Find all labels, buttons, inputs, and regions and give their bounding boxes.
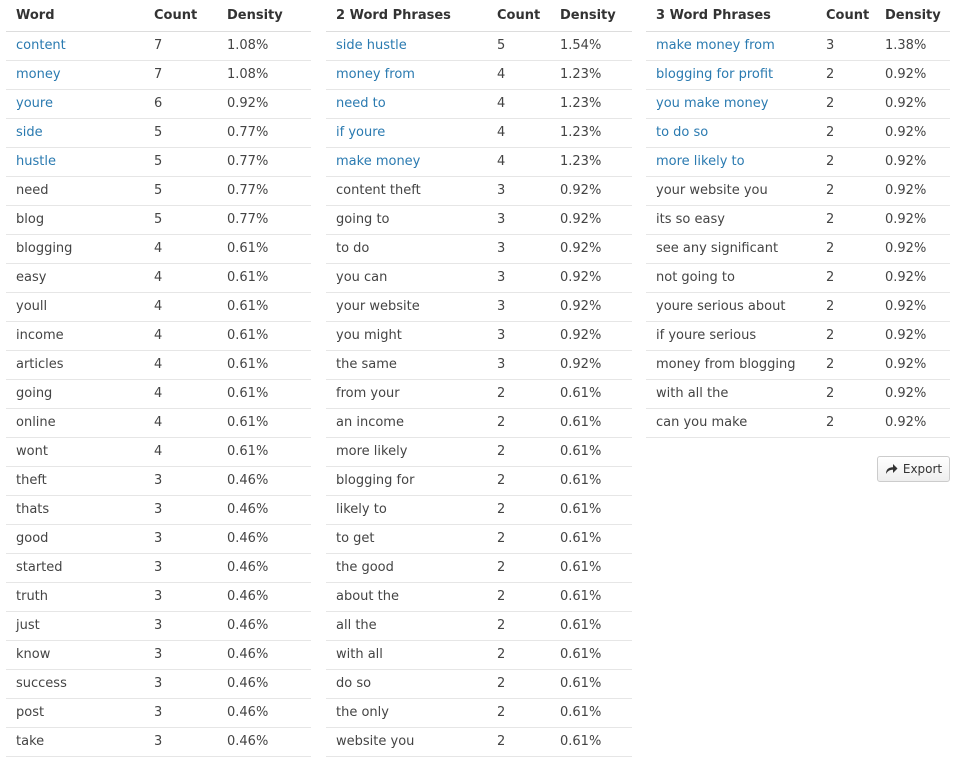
term-cell: its so easy <box>646 205 816 234</box>
table-row <box>6 118 311 147</box>
term-cell: the good <box>326 553 487 582</box>
table-row <box>326 89 632 118</box>
term-cell: theft <box>6 466 144 495</box>
term-cell: truth <box>6 582 144 611</box>
term-cell: take <box>6 727 144 756</box>
table-row <box>6 379 311 408</box>
count-cell: 2 <box>487 640 550 669</box>
density-cell: 1.08% <box>217 60 311 89</box>
term-cell: youre serious about <box>646 292 816 321</box>
table-row <box>326 640 632 669</box>
density-cell: 0.61% <box>217 292 311 321</box>
count-cell: 4 <box>144 234 217 263</box>
table-row <box>6 727 311 756</box>
term-cell: youll <box>6 292 144 321</box>
term-cell: started <box>6 553 144 582</box>
count-cell: 2 <box>816 147 875 176</box>
count-cell: 2 <box>487 669 550 698</box>
density-cell: 0.46% <box>217 466 311 495</box>
table-row <box>646 31 950 60</box>
density-cell: 0.92% <box>875 205 950 234</box>
table-row <box>6 466 311 495</box>
density-cell: 0.92% <box>875 176 950 205</box>
density-cell: 0.92% <box>875 263 950 292</box>
term-cell: likely to <box>326 495 487 524</box>
term-cell: about the <box>326 582 487 611</box>
term-cell: articles <box>6 350 144 379</box>
count-cell: 4 <box>487 89 550 118</box>
table-row <box>6 553 311 582</box>
density-cell: 0.92% <box>875 379 950 408</box>
term-cell: from your <box>326 379 487 408</box>
table-row <box>646 118 950 147</box>
word-table-container <box>6 0 311 757</box>
table-row <box>326 379 632 408</box>
density-cell: 0.46% <box>217 669 311 698</box>
count-cell: 2 <box>816 350 875 379</box>
table-row <box>6 205 311 234</box>
table-row <box>326 669 632 698</box>
density-cell: 0.46% <box>217 524 311 553</box>
count-cell: 3 <box>487 350 550 379</box>
density-cell: 0.61% <box>550 524 632 553</box>
term-cell: blog <box>6 205 144 234</box>
density-cell: 0.61% <box>217 408 311 437</box>
two-word-phrases-table <box>326 0 632 757</box>
count-cell: 3 <box>144 582 217 611</box>
table-row <box>6 524 311 553</box>
table-row <box>646 89 950 118</box>
term-cell: income <box>6 321 144 350</box>
density-cell: 0.92% <box>875 408 950 437</box>
count-cell: 3 <box>144 524 217 553</box>
term-cell: not going to <box>646 263 816 292</box>
term-link[interactable]: if youre <box>326 118 487 147</box>
term-link[interactable]: youre <box>6 89 144 118</box>
density-cell: 0.61% <box>550 727 632 756</box>
term-cell: blogging <box>6 234 144 263</box>
term-cell: need <box>6 176 144 205</box>
table-row <box>326 611 632 640</box>
table-row <box>326 31 632 60</box>
count-cell: 2 <box>816 408 875 437</box>
density-cell: 0.46% <box>217 582 311 611</box>
table-row <box>646 263 950 292</box>
term-link[interactable]: to do so <box>646 118 816 147</box>
term-cell: wont <box>6 437 144 466</box>
count-cell: 3 <box>144 669 217 698</box>
table-row <box>326 727 632 756</box>
table-header-row <box>326 0 632 31</box>
term-link[interactable]: make money from <box>646 31 816 60</box>
term-link[interactable]: need to <box>326 89 487 118</box>
table-row <box>646 147 950 176</box>
table-header-row <box>6 0 311 31</box>
table-row <box>646 205 950 234</box>
count-cell: 4 <box>487 147 550 176</box>
count-cell: 2 <box>816 263 875 292</box>
term-cell: thats <box>6 495 144 524</box>
term-cell: the only <box>326 698 487 727</box>
word-table <box>6 0 311 757</box>
table-row <box>6 408 311 437</box>
count-cell: 2 <box>487 408 550 437</box>
term-link[interactable]: side hustle <box>326 31 487 60</box>
density-cell: 0.46% <box>217 611 311 640</box>
density-cell: 0.92% <box>875 321 950 350</box>
count-cell: 2 <box>487 698 550 727</box>
table-row <box>326 582 632 611</box>
table-row <box>326 118 632 147</box>
count-column-header: Count <box>816 0 875 31</box>
term-cell: an income <box>326 408 487 437</box>
count-cell: 4 <box>487 60 550 89</box>
term-cell: easy <box>6 263 144 292</box>
count-cell: 2 <box>487 611 550 640</box>
table-row <box>6 350 311 379</box>
count-cell: 2 <box>816 292 875 321</box>
density-cell: 0.61% <box>550 437 632 466</box>
density-column-header: Density <box>875 0 950 31</box>
count-cell: 3 <box>487 205 550 234</box>
term-cell: blogging for <box>326 466 487 495</box>
share-arrow-icon <box>885 463 898 475</box>
table-row <box>326 321 632 350</box>
term-cell: money from blogging <box>646 350 816 379</box>
term-link[interactable]: content <box>6 31 144 60</box>
density-cell: 0.92% <box>875 147 950 176</box>
count-cell: 2 <box>487 379 550 408</box>
table-row <box>646 408 950 437</box>
term-column-header: Word <box>6 0 144 31</box>
table-row <box>6 292 311 321</box>
count-cell: 3 <box>144 698 217 727</box>
count-cell: 3 <box>144 640 217 669</box>
term-link[interactable]: hustle <box>6 147 144 176</box>
term-cell: your website <box>326 292 487 321</box>
three-word-phrases-table <box>646 0 950 438</box>
density-cell: 0.61% <box>550 379 632 408</box>
table-row <box>326 698 632 727</box>
density-cell: 0.61% <box>550 640 632 669</box>
table-row <box>6 669 311 698</box>
export-button[interactable] <box>877 456 950 482</box>
term-column-header: 3 Word Phrases <box>646 0 816 31</box>
count-cell: 4 <box>144 321 217 350</box>
density-cell: 0.92% <box>875 292 950 321</box>
export-label: Export <box>902 462 943 476</box>
count-cell: 3 <box>144 611 217 640</box>
two-word-phrases-table-container <box>326 0 632 757</box>
density-cell: 0.92% <box>217 89 311 118</box>
density-cell: 0.61% <box>550 495 632 524</box>
count-cell: 2 <box>487 466 550 495</box>
count-cell: 3 <box>487 176 550 205</box>
term-cell: post <box>6 698 144 727</box>
three-word-phrases-table-container <box>646 0 950 438</box>
term-cell: with all <box>326 640 487 669</box>
count-cell: 2 <box>816 205 875 234</box>
count-cell: 5 <box>144 118 217 147</box>
density-cell: 0.92% <box>550 350 632 379</box>
count-cell: 3 <box>144 466 217 495</box>
term-cell: more likely <box>326 437 487 466</box>
term-cell: know <box>6 640 144 669</box>
term-cell: going to <box>326 205 487 234</box>
density-cell: 1.54% <box>550 31 632 60</box>
table-row <box>326 60 632 89</box>
table-row <box>646 379 950 408</box>
density-cell: 0.61% <box>217 437 311 466</box>
table-row <box>326 408 632 437</box>
density-cell: 1.38% <box>875 31 950 60</box>
density-cell: 0.61% <box>217 350 311 379</box>
count-cell: 3 <box>144 727 217 756</box>
table-row <box>6 89 311 118</box>
table-row <box>646 176 950 205</box>
density-cell: 0.61% <box>550 669 632 698</box>
table-row <box>6 698 311 727</box>
term-cell: content theft <box>326 176 487 205</box>
count-cell: 4 <box>144 350 217 379</box>
density-cell: 0.92% <box>550 321 632 350</box>
density-column-header: Density <box>217 0 311 31</box>
count-cell: 7 <box>144 31 217 60</box>
count-cell: 2 <box>487 727 550 756</box>
density-cell: 0.77% <box>217 147 311 176</box>
density-cell: 0.61% <box>217 234 311 263</box>
count-cell: 2 <box>487 524 550 553</box>
density-cell: 0.61% <box>550 698 632 727</box>
density-cell: 0.61% <box>550 611 632 640</box>
count-cell: 2 <box>816 89 875 118</box>
density-cell: 0.46% <box>217 698 311 727</box>
table-row <box>326 234 632 263</box>
table-row <box>6 582 311 611</box>
density-cell: 0.61% <box>550 553 632 582</box>
count-cell: 2 <box>816 234 875 263</box>
table-row <box>6 495 311 524</box>
table-row <box>326 350 632 379</box>
term-cell: if youre serious <box>646 321 816 350</box>
term-cell: just <box>6 611 144 640</box>
count-cell: 2 <box>816 176 875 205</box>
count-cell: 2 <box>487 582 550 611</box>
table-row <box>326 205 632 234</box>
table-row <box>6 60 311 89</box>
count-cell: 4 <box>144 263 217 292</box>
count-cell: 5 <box>144 147 217 176</box>
table-row <box>326 495 632 524</box>
density-cell: 0.92% <box>875 234 950 263</box>
count-cell: 3 <box>144 553 217 582</box>
count-cell: 6 <box>144 89 217 118</box>
term-link[interactable]: side <box>6 118 144 147</box>
density-cell: 0.61% <box>550 466 632 495</box>
table-row <box>646 292 950 321</box>
table-row <box>326 466 632 495</box>
table-row <box>646 60 950 89</box>
table-row <box>6 640 311 669</box>
count-cell: 2 <box>487 553 550 582</box>
density-cell: 0.92% <box>550 176 632 205</box>
density-cell: 0.92% <box>875 118 950 147</box>
count-cell: 4 <box>144 292 217 321</box>
table-row <box>6 147 311 176</box>
table-row <box>646 321 950 350</box>
count-column-header: Count <box>144 0 217 31</box>
density-cell: 1.23% <box>550 147 632 176</box>
density-cell: 0.92% <box>550 263 632 292</box>
count-cell: 3 <box>144 495 217 524</box>
table-row <box>6 31 311 60</box>
term-cell: to get <box>326 524 487 553</box>
density-cell: 0.92% <box>550 234 632 263</box>
density-cell: 0.77% <box>217 205 311 234</box>
count-cell: 2 <box>816 321 875 350</box>
term-link[interactable]: make money <box>326 147 487 176</box>
term-cell: with all the <box>646 379 816 408</box>
term-cell: online <box>6 408 144 437</box>
table-row <box>646 234 950 263</box>
count-cell: 3 <box>487 234 550 263</box>
term-link[interactable]: blogging for profit <box>646 60 816 89</box>
density-cell: 1.23% <box>550 60 632 89</box>
table-header-row <box>646 0 950 31</box>
term-cell: you can <box>326 263 487 292</box>
count-cell: 3 <box>487 321 550 350</box>
density-cell: 0.46% <box>217 727 311 756</box>
count-cell: 4 <box>487 118 550 147</box>
density-cell: 0.61% <box>550 408 632 437</box>
count-cell: 3 <box>487 263 550 292</box>
density-cell: 0.92% <box>550 292 632 321</box>
table-row <box>326 553 632 582</box>
density-cell: 1.08% <box>217 31 311 60</box>
density-cell: 0.46% <box>217 553 311 582</box>
table-row <box>326 176 632 205</box>
term-cell: good <box>6 524 144 553</box>
count-cell: 5 <box>487 31 550 60</box>
term-cell: success <box>6 669 144 698</box>
table-row <box>326 263 632 292</box>
term-cell: website you <box>326 727 487 756</box>
count-cell: 4 <box>144 408 217 437</box>
density-cell: 0.92% <box>875 350 950 379</box>
density-cell: 0.61% <box>217 263 311 292</box>
table-row <box>326 437 632 466</box>
table-row <box>6 176 311 205</box>
density-cell: 0.61% <box>217 321 311 350</box>
density-cell: 0.61% <box>217 379 311 408</box>
table-row <box>326 147 632 176</box>
density-cell: 0.92% <box>875 60 950 89</box>
term-cell: can you make <box>646 408 816 437</box>
count-cell: 3 <box>487 292 550 321</box>
term-link[interactable]: money <box>6 60 144 89</box>
term-cell: all the <box>326 611 487 640</box>
density-cell: 0.77% <box>217 176 311 205</box>
count-cell: 2 <box>487 437 550 466</box>
term-link[interactable]: money from <box>326 60 487 89</box>
table-row <box>6 234 311 263</box>
density-cell: 0.61% <box>550 582 632 611</box>
density-cell: 0.46% <box>217 640 311 669</box>
table-row <box>646 350 950 379</box>
count-cell: 4 <box>144 437 217 466</box>
term-column-header: 2 Word Phrases <box>326 0 487 31</box>
term-cell: going <box>6 379 144 408</box>
count-cell: 2 <box>487 495 550 524</box>
density-cell: 1.23% <box>550 89 632 118</box>
term-cell: the same <box>326 350 487 379</box>
count-cell: 3 <box>816 31 875 60</box>
term-cell: you might <box>326 321 487 350</box>
count-cell: 2 <box>816 60 875 89</box>
density-cell: 1.23% <box>550 118 632 147</box>
density-cell: 0.46% <box>217 495 311 524</box>
density-cell: 0.92% <box>550 205 632 234</box>
table-row <box>6 321 311 350</box>
count-cell: 7 <box>144 60 217 89</box>
term-cell: to do <box>326 234 487 263</box>
table-row <box>326 292 632 321</box>
count-cell: 5 <box>144 176 217 205</box>
term-link[interactable]: you make money <box>646 89 816 118</box>
table-row <box>326 524 632 553</box>
count-column-header: Count <box>487 0 550 31</box>
count-cell: 4 <box>144 379 217 408</box>
density-cell: 0.77% <box>217 118 311 147</box>
term-cell: see any significant <box>646 234 816 263</box>
density-cell: 0.92% <box>875 89 950 118</box>
table-row <box>6 263 311 292</box>
term-cell: do so <box>326 669 487 698</box>
table-row <box>6 437 311 466</box>
count-cell: 2 <box>816 379 875 408</box>
count-cell: 5 <box>144 205 217 234</box>
term-cell: your website you <box>646 176 816 205</box>
table-row <box>6 611 311 640</box>
count-cell: 2 <box>816 118 875 147</box>
term-link[interactable]: more likely to <box>646 147 816 176</box>
density-column-header: Density <box>550 0 632 31</box>
